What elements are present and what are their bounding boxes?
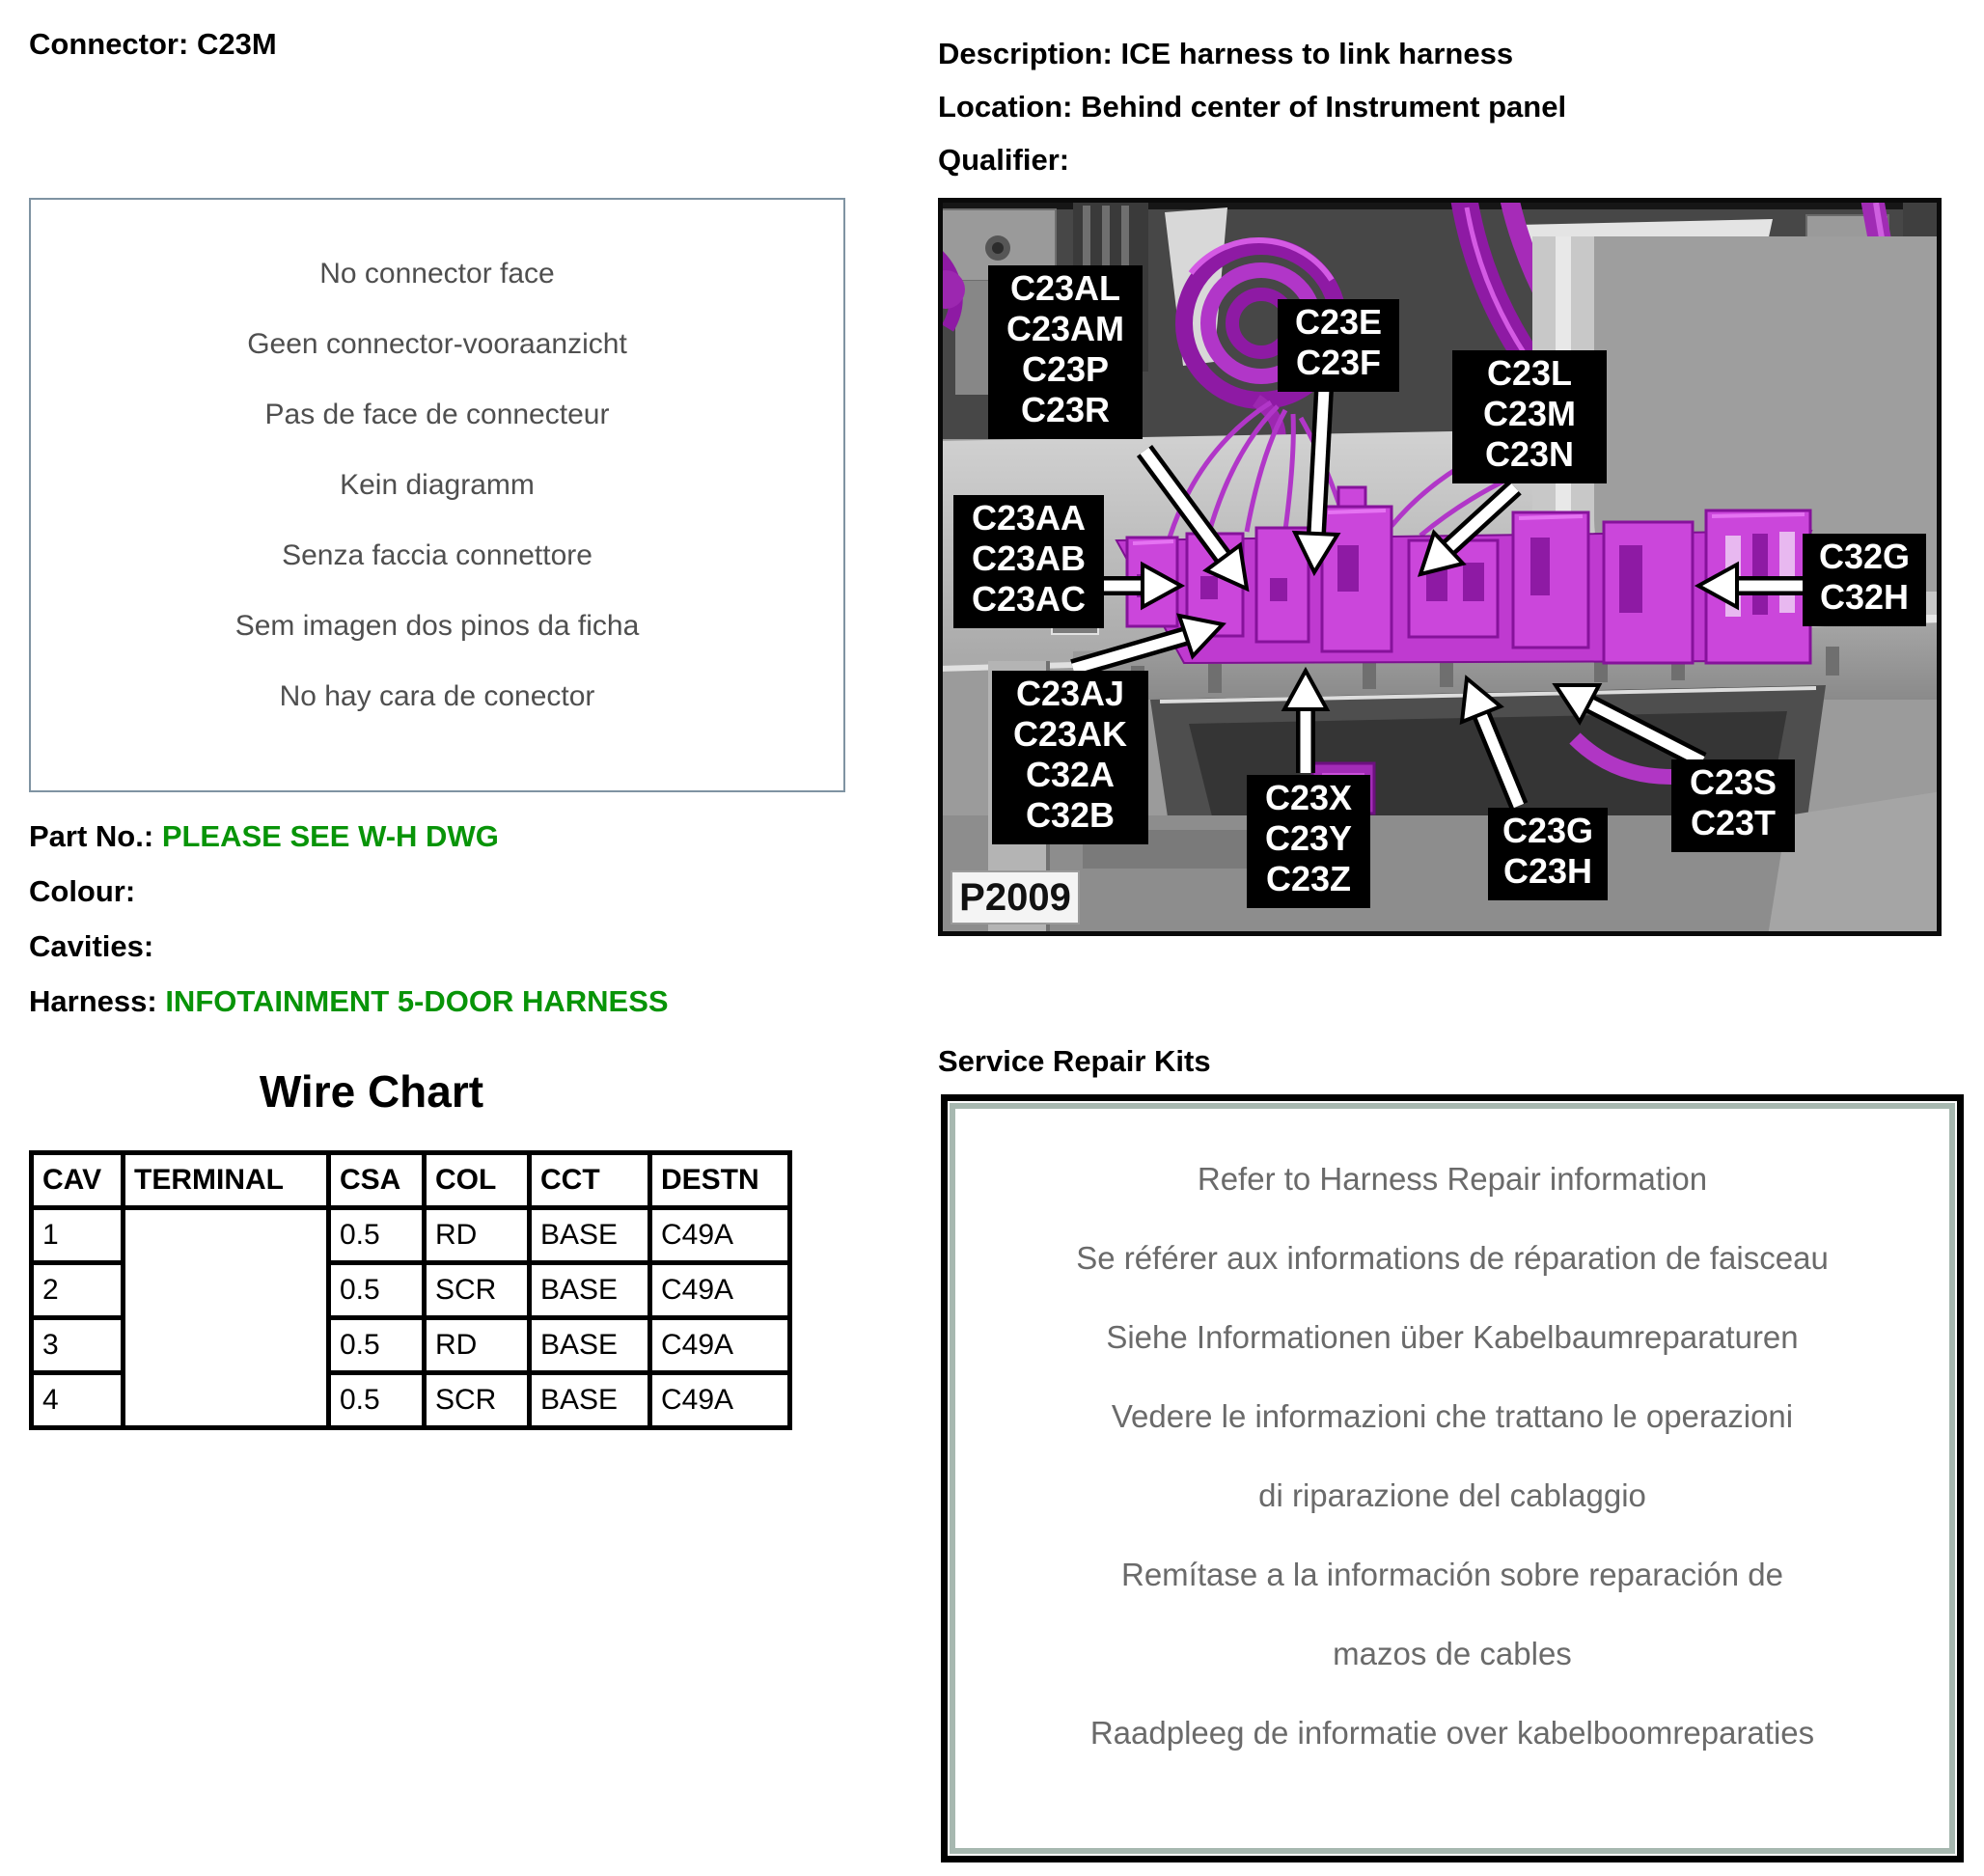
description-value: ICE harness to link harness xyxy=(1120,37,1514,70)
wire-chart-header-row xyxy=(32,1153,790,1208)
col-header-destn: DESTN xyxy=(650,1153,790,1208)
no-connector-face-box xyxy=(29,198,845,792)
label-text: C23H xyxy=(1502,851,1593,891)
label-c23e-group xyxy=(1278,299,1399,392)
label-text: C23AL xyxy=(1009,268,1121,308)
cell-csa: 0.5 xyxy=(329,1263,425,1318)
srk-line-de: Siehe Informationen über Kabelbaumreparaturen xyxy=(1106,1319,1799,1355)
cell-csa: 0.5 xyxy=(329,1373,425,1428)
cell-col: RD xyxy=(425,1208,530,1263)
label-c32g-group xyxy=(1803,534,1926,626)
table-row xyxy=(32,1208,790,1263)
cell-cav: 3 xyxy=(32,1318,124,1373)
col-header-col: COL xyxy=(425,1153,530,1208)
label-text: C23AJ xyxy=(1015,674,1125,713)
cell-cav: 1 xyxy=(32,1208,124,1263)
no-face-line-pt: Sem imagen dos pinos da ficha xyxy=(234,610,640,642)
description-line xyxy=(938,27,1980,80)
cell-cct: BASE xyxy=(530,1208,650,1263)
no-face-line-fr: Pas de face de connecteur xyxy=(264,399,610,430)
label-text: C23N xyxy=(1484,434,1575,474)
harness-line xyxy=(29,974,897,1029)
part-no-value: PLEASE SEE W-H DWG xyxy=(161,819,499,853)
connector-label: Connector: xyxy=(29,27,189,61)
label-text: C23G xyxy=(1502,811,1594,850)
no-face-line-en: No connector face xyxy=(319,258,555,290)
description-block xyxy=(938,27,1980,186)
cell-terminal-merged xyxy=(124,1208,329,1428)
label-text: C23S xyxy=(1689,762,1777,802)
label-text: C23F xyxy=(1295,343,1382,382)
col-header-cav: CAV xyxy=(32,1153,124,1208)
label-c23aa-group xyxy=(953,495,1104,628)
label-text: C23E xyxy=(1294,302,1383,342)
qualifier-label: Qualifier: xyxy=(938,143,1070,177)
colour-line xyxy=(29,864,897,919)
cell-cav: 2 xyxy=(32,1263,124,1318)
col-header-cct: CCT xyxy=(530,1153,650,1208)
label-c23g-group xyxy=(1488,808,1608,900)
label-c23aj-group xyxy=(992,671,1148,844)
figure-id-text: P2009 xyxy=(959,876,1071,919)
label-text: C23P xyxy=(1021,349,1110,389)
part-no-line xyxy=(29,809,897,864)
cell-destn: C49A xyxy=(650,1263,790,1318)
location-line xyxy=(938,80,1980,133)
srk-line-es-1: Remítase a la información sobre reparación de xyxy=(1120,1557,1784,1592)
label-text: C23X xyxy=(1264,778,1353,817)
cell-cct: BASE xyxy=(530,1318,650,1373)
label-text: C32G xyxy=(1818,537,1911,576)
label-text: C23AA xyxy=(971,498,1087,538)
cell-destn: C49A xyxy=(650,1373,790,1428)
wire-chart-table xyxy=(29,1150,792,1430)
part-no-label: Part No.: xyxy=(29,819,154,853)
location-value: Behind center of Instrument panel xyxy=(1081,90,1567,124)
label-text: C23L xyxy=(1486,353,1573,393)
label-c23l-group xyxy=(1452,350,1607,483)
service-repair-kits-box xyxy=(941,1094,1964,1862)
label-text: C23M xyxy=(1482,394,1577,433)
srk-line-fr: Se référer aux informations de réparation de faisceau xyxy=(1076,1240,1829,1276)
figure-id-badge xyxy=(951,871,1079,924)
connector-value: C23M xyxy=(196,27,277,61)
cell-destn: C49A xyxy=(650,1318,790,1373)
cavities-label: Cavities: xyxy=(29,929,154,963)
srk-line-it-2: di riparazione del cablaggio xyxy=(1258,1477,1646,1513)
no-face-line-de: Kein diagramm xyxy=(340,469,535,501)
srk-line-en: Refer to Harness Repair information xyxy=(1197,1161,1708,1197)
cell-destn: C49A xyxy=(650,1208,790,1263)
label-text: C32H xyxy=(1819,577,1910,617)
harness-value: INFOTAINMENT 5-DOOR HARNESS xyxy=(165,984,669,1018)
wire-chart-title: Wire Chart xyxy=(259,1066,484,1117)
cell-csa: 0.5 xyxy=(329,1318,425,1373)
no-face-line-it: Senza faccia connettore xyxy=(282,539,592,571)
label-text: C23AB xyxy=(971,538,1087,578)
cavities-line xyxy=(29,919,897,974)
no-face-line-nl: Geen connector-vooraanzicht xyxy=(247,328,627,360)
cell-col: RD xyxy=(425,1318,530,1373)
service-repair-kits-inner xyxy=(950,1103,1955,1854)
cell-csa: 0.5 xyxy=(329,1208,425,1263)
label-c23al-group xyxy=(988,265,1143,439)
label-text: C23R xyxy=(1020,390,1111,429)
col-header-csa: CSA xyxy=(329,1153,425,1208)
srk-line-es-2: mazos de cables xyxy=(1333,1636,1572,1671)
label-text: C23T xyxy=(1690,803,1777,842)
label-text: C32A xyxy=(1025,755,1116,794)
cell-col: SCR xyxy=(425,1263,530,1318)
service-repair-kits-heading: Service Repair Kits xyxy=(938,1044,1211,1078)
label-c23x-group xyxy=(1247,775,1370,908)
colour-label: Colour: xyxy=(29,874,136,908)
connector-location-photo xyxy=(938,198,1942,936)
label-text: C23AM xyxy=(1006,309,1125,348)
harness-label: Harness: xyxy=(29,984,157,1018)
label-text: C23AK xyxy=(1012,714,1128,754)
label-text: C23Y xyxy=(1264,818,1353,858)
label-text: C23AC xyxy=(971,579,1087,619)
cell-cct: BASE xyxy=(530,1263,650,1318)
cell-cav: 4 xyxy=(32,1373,124,1428)
srk-line-it-1: Vedere le informazioni che trattano le operazioni xyxy=(1111,1398,1794,1434)
col-header-terminal: TERMINAL xyxy=(124,1153,329,1208)
location-label: Location: xyxy=(938,90,1073,124)
label-text: C32B xyxy=(1025,795,1116,835)
label-c23s-group xyxy=(1671,759,1795,852)
qualifier-line xyxy=(938,133,1980,186)
description-label: Description: xyxy=(938,37,1113,70)
photo-svg xyxy=(938,198,1942,936)
srk-line-nl: Raadpleeg de informatie over kabelboomreparaties xyxy=(1089,1715,1815,1751)
label-text: C23Z xyxy=(1265,859,1352,898)
part-info-block xyxy=(29,809,897,1029)
no-face-line-es: No hay cara de conector xyxy=(279,680,595,712)
cell-col: SCR xyxy=(425,1373,530,1428)
cell-cct: BASE xyxy=(530,1373,650,1428)
connector-title xyxy=(29,27,277,62)
